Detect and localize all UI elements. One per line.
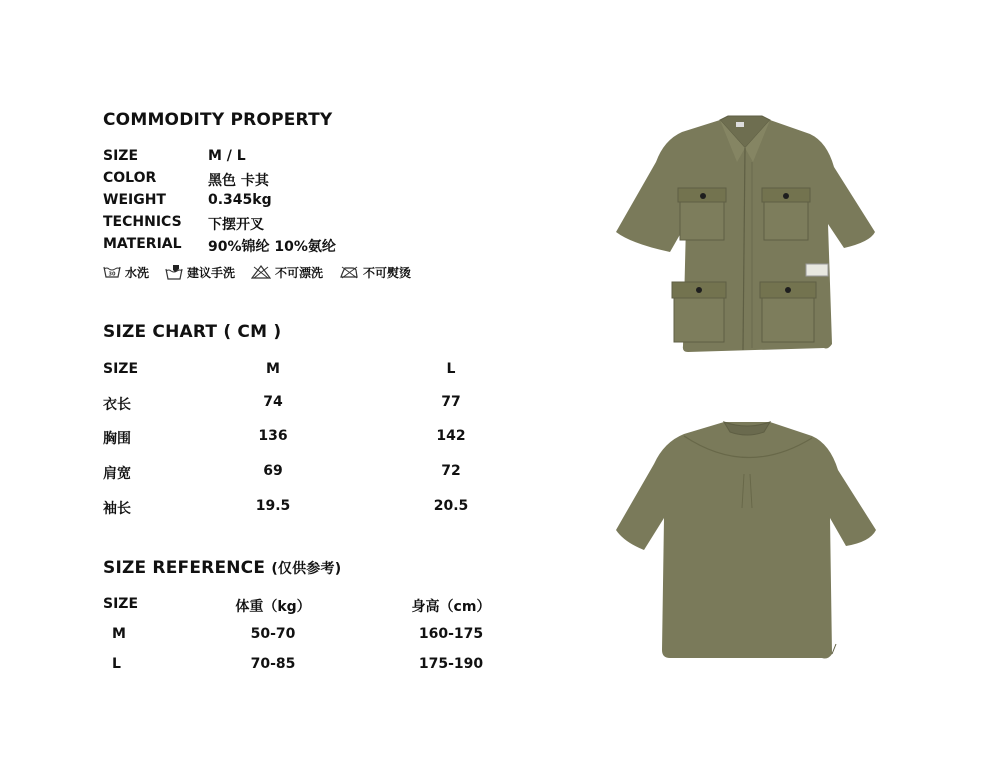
table-row xyxy=(103,394,523,414)
header-cell: SIZE xyxy=(103,361,139,377)
table-row xyxy=(103,626,523,646)
care-hand-wash xyxy=(165,264,235,281)
property-technics xyxy=(103,214,264,233)
care-label: 不可漂洗 xyxy=(275,265,324,280)
property-label: WEIGHT xyxy=(103,192,166,208)
shirt-front-image xyxy=(612,112,880,358)
property-label: SIZE xyxy=(103,148,139,164)
cell-value: 160-175 xyxy=(418,626,484,642)
property-value: 90%锦纶 10%氨纶 xyxy=(208,239,336,255)
property-label: TECHNICS xyxy=(103,214,182,230)
care-no-bleach xyxy=(251,264,323,281)
care-label: 不可熨烫 xyxy=(363,265,412,280)
table-row xyxy=(103,498,523,518)
header-cell: 体重（kg） xyxy=(235,599,311,615)
commodity-property-title: COMMODITY PROPERTY xyxy=(103,110,333,130)
size-chart-header xyxy=(103,361,523,381)
cell-value: 142 xyxy=(436,428,466,444)
row-label: M xyxy=(112,626,126,642)
care-washing xyxy=(103,264,149,281)
row-label: 胸围 xyxy=(103,431,131,447)
header-cell: 身高（cm） xyxy=(411,599,491,615)
size-chart-title: SIZE CHART ( CM ) xyxy=(103,322,282,342)
row-label: L xyxy=(112,656,121,672)
no-bleach-icon xyxy=(251,265,271,279)
care-instructions xyxy=(103,262,443,282)
size-reference-header xyxy=(103,596,523,616)
table-row xyxy=(103,428,523,448)
shirt-back-image xyxy=(614,418,878,662)
hand-wash-icon xyxy=(165,264,183,280)
cell-value: 74 xyxy=(263,394,283,410)
cell-value: 20.5 xyxy=(433,498,469,514)
property-label: MATERIAL xyxy=(103,236,182,252)
cell-value: 70-85 xyxy=(250,656,296,672)
size-reference-heading: SIZE REFERENCE xyxy=(103,558,266,578)
property-label: COLOR xyxy=(103,170,157,186)
cell-value: 72 xyxy=(441,463,461,479)
header-cell: L xyxy=(446,361,456,377)
cell-value: 69 xyxy=(263,463,283,479)
header-cell: M xyxy=(266,361,280,377)
row-label: 袖长 xyxy=(103,501,131,517)
header-cell: SIZE xyxy=(103,596,139,612)
svg-text:30: 30 xyxy=(108,271,116,278)
row-label: 肩宽 xyxy=(103,466,131,482)
cell-value: 50-70 xyxy=(250,626,296,642)
care-no-iron xyxy=(339,264,411,281)
property-value: 0.345kg xyxy=(208,192,272,208)
property-weight xyxy=(103,192,272,208)
table-row xyxy=(103,463,523,483)
no-iron-icon xyxy=(339,265,359,279)
size-reference-subtitle: (仅供参考) xyxy=(271,561,342,577)
care-label: 建议手洗 xyxy=(187,265,236,280)
size-reference-title xyxy=(103,558,341,578)
cell-value: 77 xyxy=(441,394,461,410)
washing-icon xyxy=(103,265,121,279)
property-value: 下摆开叉 xyxy=(208,217,264,233)
care-label: 水洗 xyxy=(125,265,150,280)
property-size xyxy=(103,148,246,164)
table-row xyxy=(103,656,523,676)
row-label: 衣长 xyxy=(103,397,131,413)
property-value: 黑色 卡其 xyxy=(208,173,269,189)
cell-value: 136 xyxy=(258,428,288,444)
property-value: M / L xyxy=(208,148,246,164)
cell-value: 175-190 xyxy=(418,656,484,672)
property-material xyxy=(103,236,336,255)
cell-value: 19.5 xyxy=(255,498,291,514)
property-color xyxy=(103,170,269,189)
